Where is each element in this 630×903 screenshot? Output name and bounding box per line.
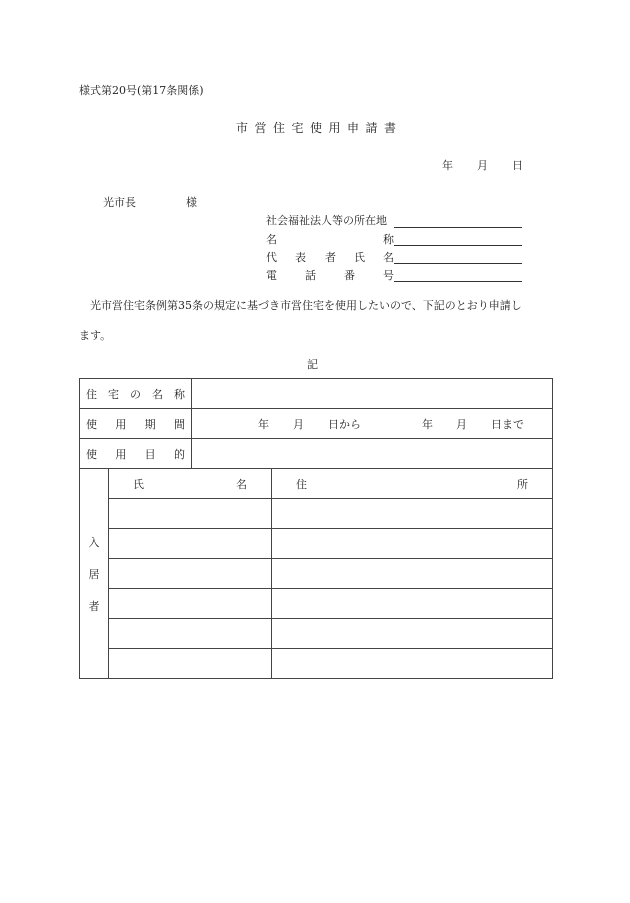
addressee-honorific: 様 — [186, 196, 197, 209]
resident-label: 入 居 者 — [80, 469, 109, 679]
applicant-name-underline — [394, 245, 522, 246]
applicant-name-label-2: 称 — [383, 233, 394, 246]
col-header-address: 住 所 — [272, 469, 553, 499]
resident-header-row — [80, 469, 553, 499]
resident-row — [80, 499, 553, 529]
row-housing-name — [80, 379, 553, 409]
col-header-name: 氏 名 — [109, 469, 272, 499]
housing-name-label: 住 宅 の 名 称 — [80, 379, 192, 409]
resident-row — [80, 649, 553, 679]
body-text-line2: ます。 — [79, 329, 112, 342]
resident-name-field[interactable] — [109, 559, 272, 589]
application-table — [79, 378, 553, 679]
page-title: 市営住宅使用申請書 — [236, 121, 403, 135]
resident-row — [80, 589, 553, 619]
row-usage-period — [80, 409, 553, 439]
applicant-address-label: 社会福祉法人等の所在地 — [266, 214, 387, 227]
usage-purpose-field[interactable] — [192, 439, 553, 469]
resident-address-field[interactable] — [272, 619, 553, 649]
row-usage-purpose — [80, 439, 553, 469]
resident-name-field[interactable] — [109, 619, 272, 649]
resident-name-field[interactable] — [109, 499, 272, 529]
resident-address-field[interactable] — [272, 559, 553, 589]
body-text-line1: 光市営住宅条例第35条の規定に基づき市営住宅を使用したいので、下記のとおり申請し — [90, 299, 522, 312]
applicant-phone-underline — [394, 281, 522, 282]
addressee-mayor: 光市長 — [103, 196, 136, 209]
form-number: 様式第20号(第17条関係) — [79, 84, 204, 97]
resident-name-field[interactable] — [109, 649, 272, 679]
resident-row — [80, 559, 553, 589]
resident-address-field[interactable] — [272, 499, 553, 529]
applicant-address-underline — [394, 227, 522, 228]
usage-purpose-label: 使 用 目 的 — [80, 439, 192, 469]
resident-row — [80, 619, 553, 649]
applicant-rep-underline — [394, 263, 522, 264]
housing-name-field[interactable] — [192, 379, 553, 409]
applicant-name-label-1: 名 — [266, 233, 277, 246]
resident-address-field[interactable] — [272, 529, 553, 559]
resident-row — [80, 529, 553, 559]
usage-period-label: 使 用 期 間 — [80, 409, 192, 439]
resident-name-field[interactable] — [109, 589, 272, 619]
resident-address-field[interactable] — [272, 649, 553, 679]
usage-period-field[interactable]: 年 月 日から 年 月 日まで — [192, 409, 553, 439]
resident-name-field[interactable] — [109, 529, 272, 559]
ki-heading: 記 — [307, 358, 318, 371]
resident-address-field[interactable] — [272, 589, 553, 619]
